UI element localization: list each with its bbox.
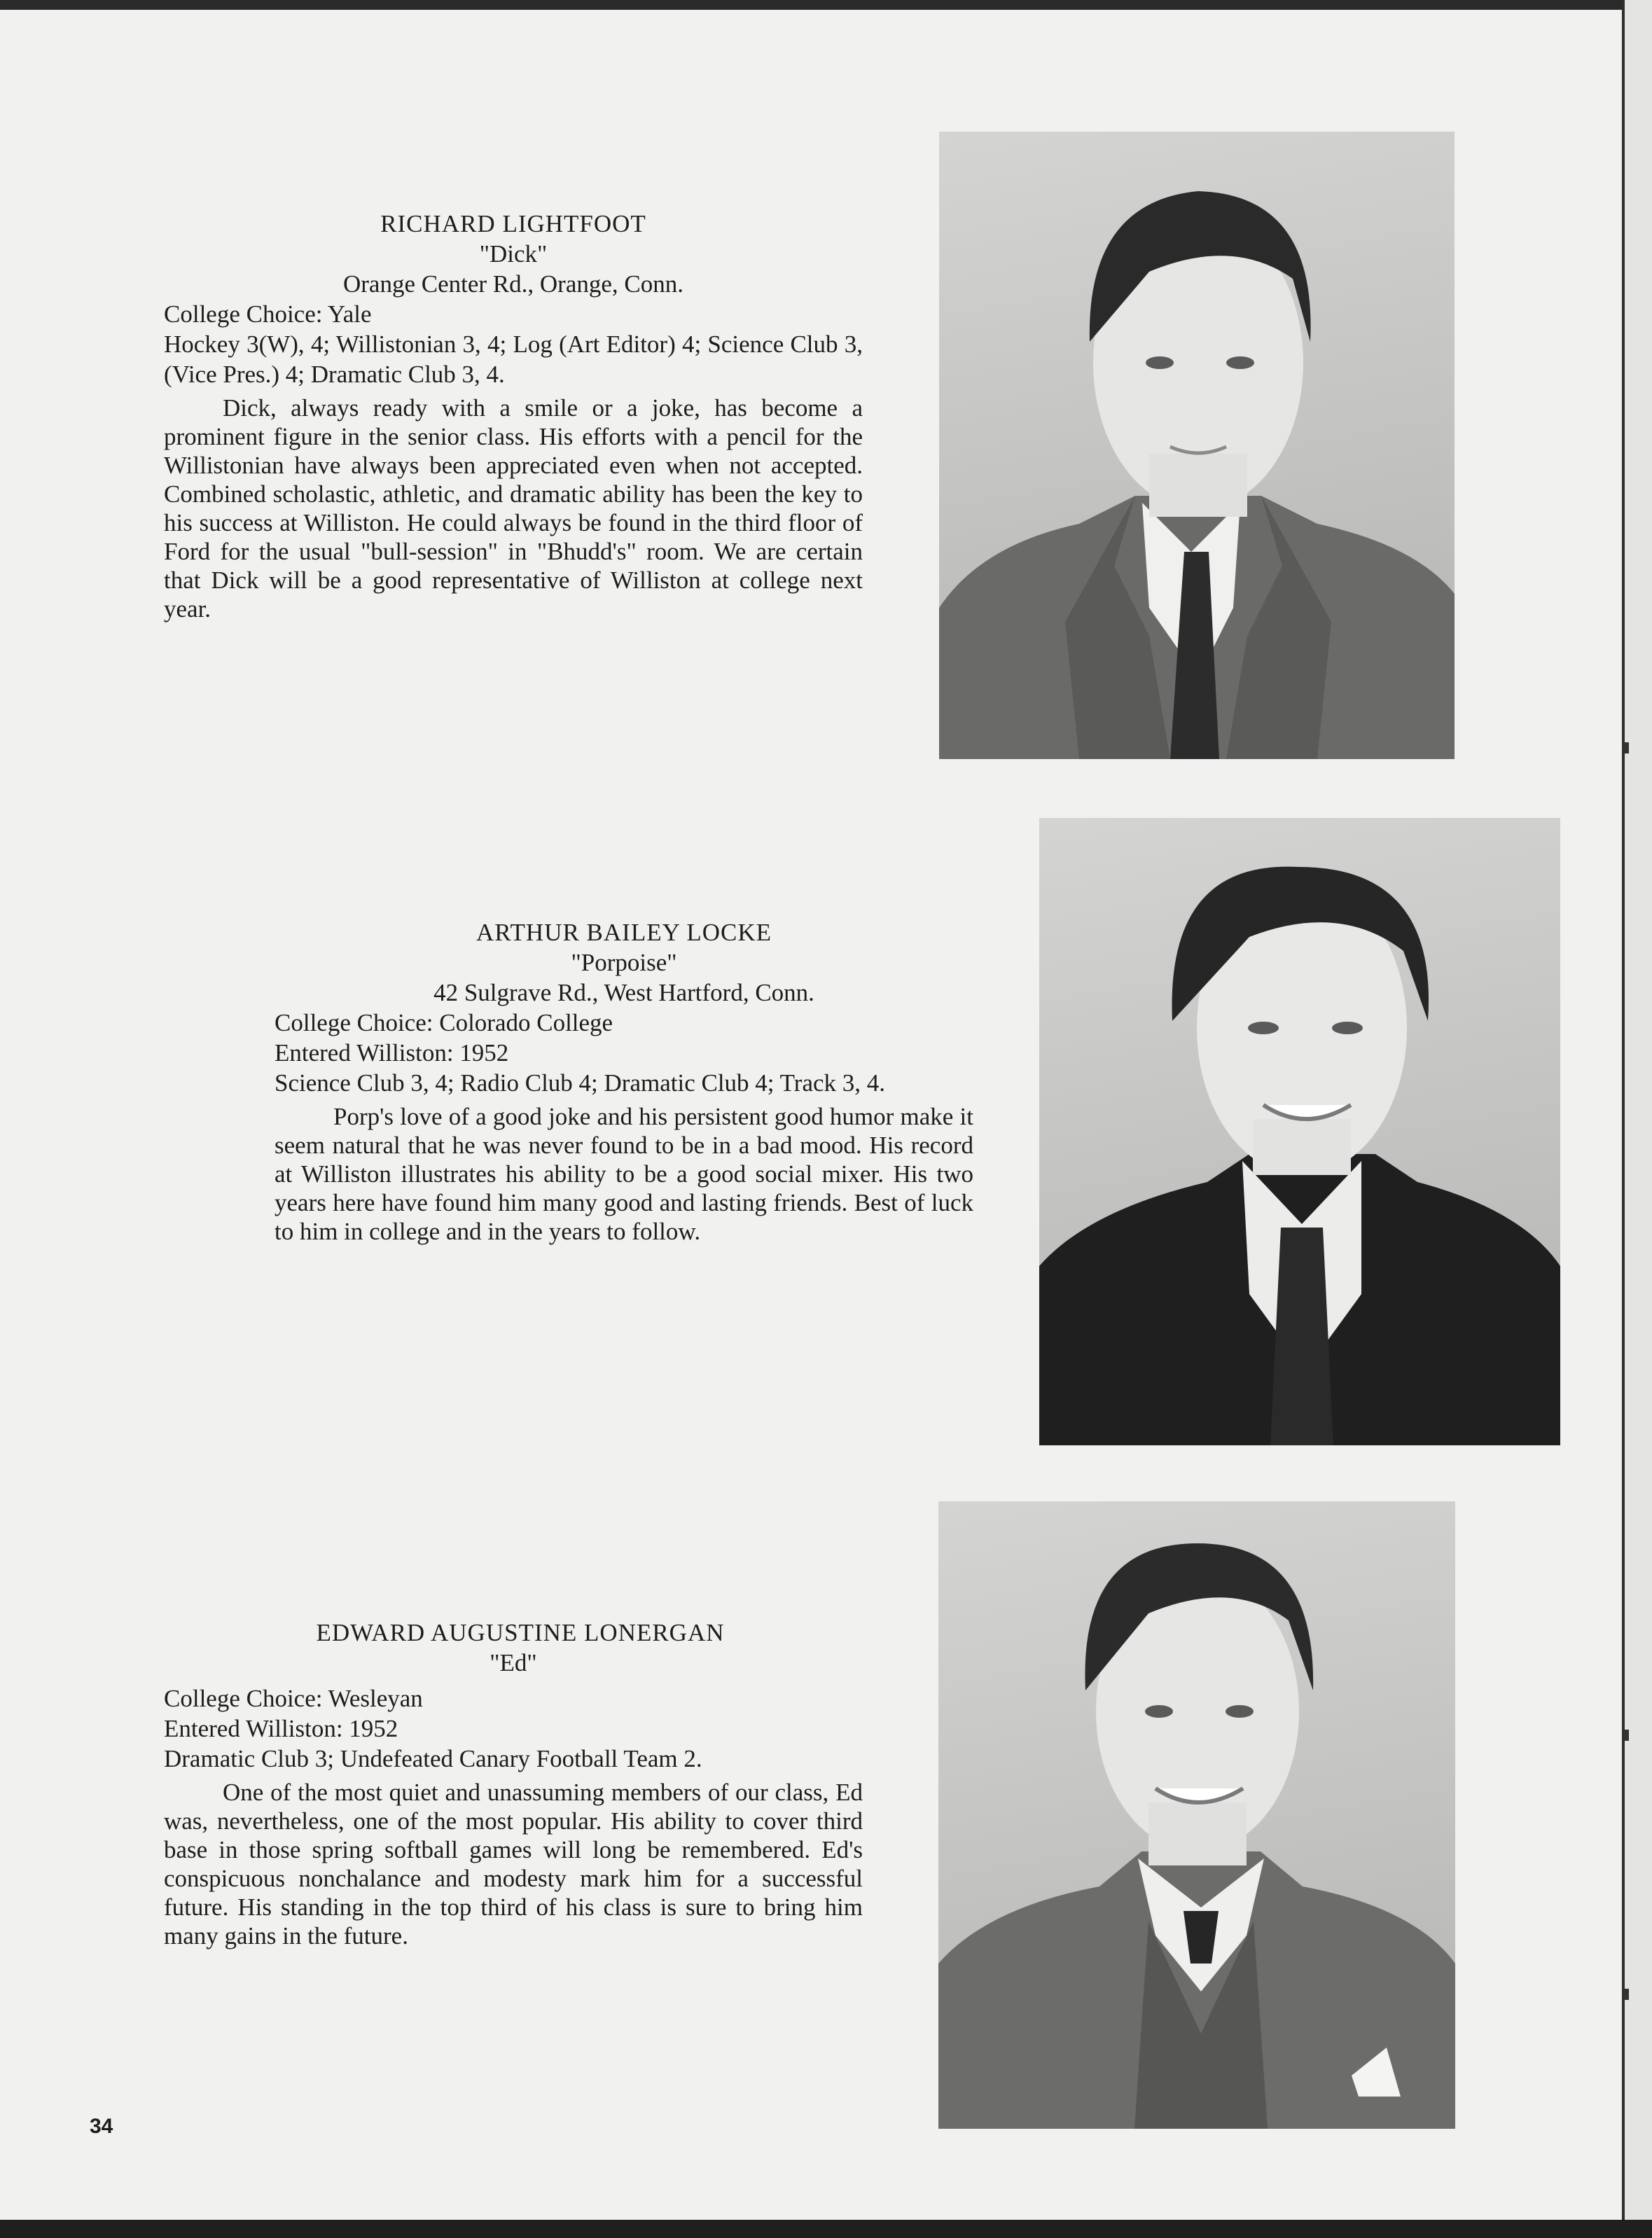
activities: Hockey 3(W), 4; Willistonian 3, 4; Log (Art Editor) 4; Science Club 3, (Vice Pres.) 4; Dramatic Club 3, 4. — [164, 331, 863, 388]
student-address: Orange Center Rd., Orange, Conn. — [343, 270, 683, 298]
activities: Science Club 3, 4; Radio Club 4; Dramatic Club 4; Track 3, 4. — [275, 1069, 886, 1097]
college-choice: College Choice: Wesleyan — [164, 1685, 423, 1712]
senior-entry-lonergan — [164, 1618, 863, 1950]
student-bio: One of the most quiet and unassuming members of our class, Ed was, nevertheless, one of the most popular. His ability to cover third base in those spring softball games will long be remembered. Ed's conspicuous nonchalance and modesty mark him for a successful future. His standing in the top third of his class is sure to bring him many gains in the future. — [164, 1779, 863, 1949]
student-nickname: "Porpoise" — [571, 949, 677, 976]
binding-mark — [1623, 1989, 1629, 2000]
portrait-photo-lightfoot — [939, 132, 1455, 759]
senior-entry-lightfoot — [164, 209, 863, 623]
student-name: RICHARD LIGHTFOOT — [380, 210, 646, 237]
page-bottom-edge — [0, 2220, 1652, 2238]
college-choice: College Choice: Colorado College — [275, 1009, 613, 1036]
page-top-edge — [0, 0, 1652, 10]
college-choice: College Choice: Yale — [164, 300, 372, 328]
page-binding-edge — [1622, 0, 1652, 2238]
student-nickname: "Dick" — [479, 240, 548, 267]
portrait-photo-locke — [1039, 818, 1560, 1445]
student-nickname: "Ed" — [490, 1649, 537, 1676]
student-bio: Dick, always ready with a smile or a joke, has become a prominent figure in the senior class. His efforts with a pencil for the Willistonian have always been appreciated even when not accepted. Combined scholastic, athletic, and dramatic ability has been the key to his success at Williston. He could always be found in the third floor of Ford for the usual "bull-session" in "Bhudd's" room. We are certain that Dick will be a good representative of Williston at college next year. — [164, 394, 863, 623]
student-name: EDWARD AUGUSTINE LONERGAN — [316, 1619, 725, 1646]
entered-williston: Entered Williston: 1952 — [164, 1715, 398, 1742]
entered-williston: Entered Williston: 1952 — [275, 1039, 509, 1066]
student-bio: Porp's love of a good joke and his persistent good humor make it seem natural that he was never found to be in a bad mood. His record at Williston illustrates his ability to be a good social mixer. His two years here have found him many good and lasting friends. Best of luck to him in college and in the years to follow. — [275, 1103, 973, 1245]
binding-mark — [1623, 742, 1629, 753]
senior-entry-locke — [275, 917, 973, 1246]
portrait-photo-lonergan — [938, 1501, 1455, 2129]
page-number: 34 — [90, 2115, 113, 2138]
student-name: ARTHUR BAILEY LOCKE — [476, 919, 772, 946]
student-address: 42 Sulgrave Rd., West Hartford, Conn. — [433, 979, 814, 1006]
binding-mark — [1623, 1730, 1629, 1741]
activities: Dramatic Club 3; Undefeated Canary Football Team 2. — [164, 1745, 702, 1772]
